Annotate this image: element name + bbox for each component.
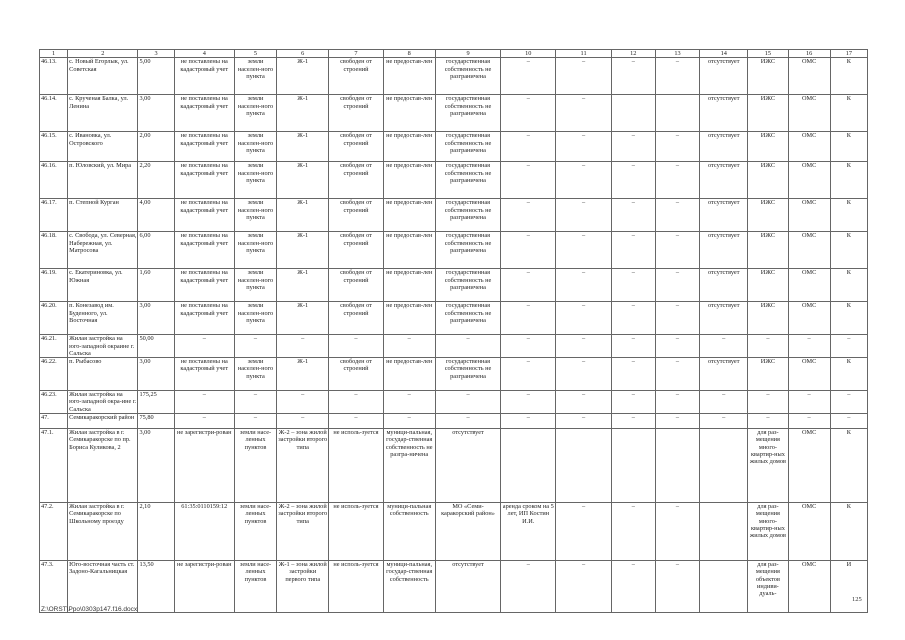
footer-file-path: Z:\ORST\Ppo\0303p147.f16.docx: [41, 606, 138, 613]
table-cell: –: [501, 414, 556, 429]
table-row: [40, 358, 868, 391]
table-cell: п. Юловский, ул. Мира: [68, 162, 138, 199]
table-cell: –: [174, 335, 234, 358]
table-cell: свободен от строений: [329, 58, 383, 95]
table-cell: п. Степной Курган: [68, 199, 138, 232]
column-header: 7: [329, 50, 383, 58]
table-cell: 6,00: [138, 232, 174, 269]
table-cell: [501, 429, 556, 503]
table-cell: Ж-1: [277, 358, 329, 391]
table-cell: отсутствует: [700, 199, 748, 232]
table-cell: [655, 95, 699, 132]
table-cell: –: [556, 391, 611, 414]
table-cell: –: [556, 503, 611, 561]
table-cell: муници-пальная собственность: [383, 503, 435, 561]
table-cell: п. Конезавод им. Буденного, ул. Восточная: [68, 302, 138, 335]
table-cell: Ж-1: [277, 269, 329, 302]
land-plots-table: [39, 49, 868, 613]
table-cell: К: [830, 95, 867, 132]
table-cell: не предостав-лен: [383, 269, 435, 302]
table-cell: Семикаракорский район: [68, 414, 138, 429]
table-cell: свободен от строений: [329, 95, 383, 132]
table-cell: земли населен-ного пункта: [234, 58, 276, 95]
table-cell: Ж-1: [277, 232, 329, 269]
table-cell: 50,00: [138, 335, 174, 358]
table-cell: –: [556, 199, 611, 232]
table-cell: –: [556, 132, 611, 162]
table-cell: не предостав-лен: [383, 358, 435, 391]
table-cell: Жилая застройка в г. Семикаракорске по пр. Бориса Куликова, 2: [68, 429, 138, 503]
table-cell: –: [329, 391, 383, 414]
table-cell: ИЖС: [748, 358, 788, 391]
table-cell: –: [655, 269, 699, 302]
table-cell: не исполь-зуется: [329, 561, 383, 613]
table-cell: –: [234, 391, 276, 414]
table-cell: –: [501, 95, 556, 132]
table-cell: отсутствует: [700, 58, 748, 95]
table-cell: К: [830, 58, 867, 95]
table-cell: земли насе-ленных пунктов: [234, 503, 276, 561]
table-cell: не поставлены на кадастровый учет: [174, 232, 234, 269]
table-cell: –: [611, 503, 655, 561]
table-cell: –: [556, 335, 611, 358]
table-cell: государственная собственность не разграничена: [435, 232, 500, 269]
table-cell: 2,10: [138, 503, 174, 561]
table-row: [40, 132, 868, 162]
table-cell: для раз-мещения много-квартир-ных жилых домов: [748, 503, 788, 561]
table-cell: [611, 429, 655, 503]
table-cell: 5,00: [138, 58, 174, 95]
table-cell: ИЖС: [748, 162, 788, 199]
table-cell: К: [830, 503, 867, 561]
table-cell: –: [174, 414, 234, 429]
table-cell: государственная собственность не разграничена: [435, 95, 500, 132]
table-cell: –: [277, 391, 329, 414]
table-row: [40, 232, 868, 269]
table-cell: Ж-1: [277, 95, 329, 132]
table-cell: земли насе-ленных пунктов: [234, 429, 276, 503]
table-cell: свободен от строений: [329, 358, 383, 391]
table-cell: И: [830, 561, 867, 613]
table-cell: не поставлены на кадастровый учет: [174, 58, 234, 95]
table-cell: отсутствует: [435, 429, 500, 503]
table-cell: свободен от строений: [329, 302, 383, 335]
column-header: 17: [830, 50, 867, 58]
column-header: 4: [174, 50, 234, 58]
column-header: 3: [138, 50, 174, 58]
table-cell: –: [700, 335, 748, 358]
table-row: [40, 335, 868, 358]
table-cell: Ж-1: [277, 302, 329, 335]
table-cell: 1,60: [138, 269, 174, 302]
table-cell: ОМС: [788, 232, 830, 269]
table-cell: государственная собственность не разграничена: [435, 302, 500, 335]
table-cell: –: [655, 391, 699, 414]
table-cell: 46.23.: [40, 391, 68, 414]
table-cell: аренда сроком на 5 лет, ИП Костин И.И.: [501, 503, 556, 561]
table-cell: 3,00: [138, 302, 174, 335]
table-cell: –: [501, 358, 556, 391]
table-cell: –: [655, 302, 699, 335]
table-cell: 2,00: [138, 132, 174, 162]
table-cell: –: [556, 358, 611, 391]
table-cell: свободен от строений: [329, 162, 383, 199]
table-cell: ИЖС: [748, 232, 788, 269]
table-cell: с. Ивановка, ул. Островского: [68, 132, 138, 162]
table-cell: К: [830, 358, 867, 391]
table-cell: –: [556, 232, 611, 269]
table-cell: К: [830, 269, 867, 302]
table-cell: –: [277, 335, 329, 358]
table-cell: государственная собственность не разграничена: [435, 269, 500, 302]
table-cell: –: [556, 58, 611, 95]
table-cell: 46.14.: [40, 95, 68, 132]
table-cell: –: [700, 391, 748, 414]
table-cell: 175,25: [138, 391, 174, 414]
table-cell: 46.19.: [40, 269, 68, 302]
table-cell: –: [501, 232, 556, 269]
table-cell: не поставлены на кадастровый учет: [174, 269, 234, 302]
table-cell: –: [611, 162, 655, 199]
table-cell: для раз-мещения много-квартир-ных жилых домов: [748, 429, 788, 503]
table-cell: с. Новый Егорлык, ул. Советская: [68, 58, 138, 95]
table-cell: [700, 561, 748, 613]
table-cell: 47.1.: [40, 429, 68, 503]
table-row: [40, 58, 868, 95]
table-cell: с. Екатериновка, ул. Южная: [68, 269, 138, 302]
table-cell: К: [830, 162, 867, 199]
table-row: [40, 162, 868, 199]
table-cell: для раз-мещения объектов индиви-дуаль-: [748, 561, 788, 613]
table-cell: земли населен-ного пункта: [234, 302, 276, 335]
table-cell: –: [655, 232, 699, 269]
table-cell: [655, 429, 699, 503]
table-cell: –: [501, 335, 556, 358]
table-cell: –: [556, 414, 611, 429]
table-cell: К: [830, 232, 867, 269]
table-cell: –: [383, 391, 435, 414]
table-cell: Жилая застройка в г. Семикаракорске по Школьному проезду: [68, 503, 138, 561]
table-cell: К: [830, 199, 867, 232]
table-cell: ИЖС: [748, 269, 788, 302]
table-cell: не поставлены на кадастровый учет: [174, 302, 234, 335]
column-header: 9: [435, 50, 500, 58]
table-row: [40, 561, 868, 613]
table-cell: ИЖС: [748, 302, 788, 335]
table-cell: Ж-1 – зона жилой застройки первого типа: [277, 561, 329, 613]
table-cell: земли населен-ного пункта: [234, 358, 276, 391]
table-cell: –: [748, 414, 788, 429]
table-cell: ИЖС: [748, 58, 788, 95]
table-cell: –: [655, 561, 699, 613]
table-cell: не поставлены на кадастровый учет: [174, 132, 234, 162]
table-cell: –: [556, 302, 611, 335]
table-cell: отсутствует: [700, 132, 748, 162]
table-cell: 3,00: [138, 429, 174, 503]
table-cell: ИЖС: [748, 199, 788, 232]
table-cell: ОМС: [788, 503, 830, 561]
table-cell: ОМС: [788, 95, 830, 132]
table-cell: –: [830, 335, 867, 358]
table-cell: не предостав-лен: [383, 132, 435, 162]
table-cell: К: [830, 132, 867, 162]
table-cell: не предостав-лен: [383, 95, 435, 132]
table-cell: свободен от строений: [329, 232, 383, 269]
table-cell: земли населен-ного пункта: [234, 162, 276, 199]
table-cell: [611, 95, 655, 132]
table-cell: 61:35:0110159:12: [174, 503, 234, 561]
table-cell: –: [748, 335, 788, 358]
table-cell: земли населен-ного пункта: [234, 232, 276, 269]
table-cell: свободен от строений: [329, 199, 383, 232]
table-row: [40, 269, 868, 302]
table-cell: 46.15.: [40, 132, 68, 162]
table-cell: не исполь-зуется: [329, 503, 383, 561]
table-cell: 3,00: [138, 95, 174, 132]
table-cell: Ж-2 – зона жилой застройки второго типа: [277, 429, 329, 503]
table-row: [40, 391, 868, 414]
table-cell: –: [174, 391, 234, 414]
table-cell: –: [788, 335, 830, 358]
column-header: 6: [277, 50, 329, 58]
table-cell: государственная собственность не разграничена: [435, 132, 500, 162]
table-cell: ОМС: [788, 561, 830, 613]
table-row: [40, 95, 868, 132]
table-cell: ОМС: [788, 58, 830, 95]
table-cell: ОМС: [788, 132, 830, 162]
table-cell: не зарегистри-рован: [174, 429, 234, 503]
table-cell: Ж-1: [277, 199, 329, 232]
table-cell: –: [611, 414, 655, 429]
table-cell: не поставлены на кадастровый учет: [174, 199, 234, 232]
table-cell: К: [830, 429, 867, 503]
table-cell: отсутствует: [700, 358, 748, 391]
page-number: 125: [852, 596, 862, 603]
table-cell: земли населен-ного пункта: [234, 132, 276, 162]
table-cell: отсутствует: [700, 302, 748, 335]
table-cell: –: [277, 414, 329, 429]
table-cell: –: [611, 232, 655, 269]
table-cell: –: [556, 269, 611, 302]
table-cell: –: [611, 132, 655, 162]
table-cell: земли населен-ного пункта: [234, 95, 276, 132]
table-cell: –: [501, 561, 556, 613]
table-cell: –: [501, 132, 556, 162]
table-row: [40, 503, 868, 561]
table-cell: ОМС: [788, 199, 830, 232]
table-cell: К: [830, 302, 867, 335]
table-cell: отсутствует: [435, 561, 500, 613]
table-cell: –: [501, 302, 556, 335]
table-cell: –: [611, 391, 655, 414]
table-row: [40, 302, 868, 335]
table-cell: 47.3.: [40, 561, 68, 613]
table-cell: –: [435, 391, 500, 414]
table-cell: не предостав-лен: [383, 199, 435, 232]
table-cell: –: [556, 561, 611, 613]
table-cell: государственная собственность не разграничена: [435, 199, 500, 232]
table-cell: –: [655, 335, 699, 358]
table-cell: –: [556, 162, 611, 199]
table-cell: –: [234, 335, 276, 358]
table-cell: –: [655, 199, 699, 232]
table-cell: п. Рыбасово: [68, 358, 138, 391]
table-cell: –: [611, 199, 655, 232]
table-cell: не предостав-лен: [383, 232, 435, 269]
table-cell: ИЖС: [748, 95, 788, 132]
table-cell: с. Крученая Балка, ул. Ленина: [68, 95, 138, 132]
table-cell: не поставлены на кадастровый учет: [174, 358, 234, 391]
table-cell: отсутствует: [700, 162, 748, 199]
table-cell: –: [383, 335, 435, 358]
table-cell: –: [655, 58, 699, 95]
table-cell: [556, 429, 611, 503]
table-cell: свободен от строений: [329, 132, 383, 162]
table-cell: 46.22.: [40, 358, 68, 391]
table-cell: 46.17.: [40, 199, 68, 232]
table-cell: муници-пальная, государ-ственная собственность не разгра-ничена: [383, 429, 435, 503]
table-cell: –: [234, 414, 276, 429]
table-cell: –: [611, 335, 655, 358]
table-cell: –: [501, 391, 556, 414]
table-row: [40, 199, 868, 232]
table-cell: отсутствует: [700, 269, 748, 302]
table-cell: –: [830, 391, 867, 414]
table-cell: 75,80: [138, 414, 174, 429]
table-cell: Ж-1: [277, 58, 329, 95]
table-cell: Юго-восточная часть ст. Задоно-Кагальницкая: [68, 561, 138, 613]
column-header: 2: [68, 50, 138, 58]
column-header: 12: [611, 50, 655, 58]
table-cell: не поставлены на кадастровый учет: [174, 95, 234, 132]
table-cell: –: [655, 132, 699, 162]
table-cell: –: [501, 269, 556, 302]
table-cell: государственная собственность не разграничена: [435, 358, 500, 391]
table-cell: –: [611, 302, 655, 335]
table-cell: 3,00: [138, 358, 174, 391]
table-cell: 46.16.: [40, 162, 68, 199]
table-cell: отсутствует: [700, 95, 748, 132]
table-cell: с. Свобода, ул. Северная, Набережная, ул. Матросова: [68, 232, 138, 269]
table-cell: –: [501, 58, 556, 95]
table-cell: –: [655, 358, 699, 391]
table-cell: –: [329, 335, 383, 358]
table-cell: не предостав-лен: [383, 162, 435, 199]
table-cell: –: [556, 95, 611, 132]
column-header: 14: [700, 50, 748, 58]
table-cell: ИЖС: [748, 132, 788, 162]
column-header: 5: [234, 50, 276, 58]
column-header: 13: [655, 50, 699, 58]
column-header: 1: [40, 50, 68, 58]
table-cell: –: [611, 58, 655, 95]
table-cell: [700, 503, 748, 561]
table-body: [40, 58, 868, 613]
table-cell: –: [435, 414, 500, 429]
table-cell: муници-пальная, государ-ственная собственность: [383, 561, 435, 613]
table-row: [40, 429, 868, 503]
table-cell: –: [501, 162, 556, 199]
table-cell: 47.: [40, 414, 68, 429]
table-cell: не исполь-зуется: [329, 429, 383, 503]
table-cell: свободен от строений: [329, 269, 383, 302]
table-cell: –: [611, 269, 655, 302]
table-cell: 46.20.: [40, 302, 68, 335]
column-header: 8: [383, 50, 435, 58]
table-cell: земли насе-ленных пунктов: [234, 561, 276, 613]
table-cell: не поставлены на кадастровый учет: [174, 162, 234, 199]
table-cell: не зарегистри-рован: [174, 561, 234, 613]
table-cell: государственная собственность не разграничена: [435, 58, 500, 95]
table-cell: ОМС: [788, 162, 830, 199]
table-cell: 46.18.: [40, 232, 68, 269]
table-cell: 46.13.: [40, 58, 68, 95]
table-header-row: [40, 50, 868, 58]
column-header: 15: [748, 50, 788, 58]
table-cell: –: [700, 414, 748, 429]
table-cell: государственная собственность не разграничена: [435, 162, 500, 199]
column-header: 11: [556, 50, 611, 58]
column-header: 10: [501, 50, 556, 58]
table-cell: МО «Семи-каракорский район»: [435, 503, 500, 561]
table-cell: Ж-1: [277, 132, 329, 162]
table-cell: ОМС: [788, 358, 830, 391]
table-cell: –: [788, 391, 830, 414]
table-cell: Жилая застройка на юго-западной окра-ине г. Сальска: [69, 391, 137, 413]
table-cell: [700, 429, 748, 503]
table-cell: –: [748, 391, 788, 414]
table-cell: Ж-2 – зона жилой застройки второго типа: [277, 503, 329, 561]
table-cell: –: [435, 335, 500, 358]
table-row: [40, 414, 868, 429]
table-cell: ОМС: [788, 429, 830, 503]
table-cell: отсутствует: [700, 232, 748, 269]
table-cell: –: [655, 414, 699, 429]
table-cell: –: [788, 414, 830, 429]
table-cell: не предостав-лен: [383, 302, 435, 335]
column-header: 16: [788, 50, 830, 58]
table-cell: 2,20: [138, 162, 174, 199]
table-cell: –: [655, 162, 699, 199]
table-cell: –: [501, 199, 556, 232]
table-cell: 13,50: [138, 561, 174, 613]
table-cell: земли населен-ного пункта: [234, 199, 276, 232]
table-cell: –: [830, 414, 867, 429]
table-cell: –: [383, 414, 435, 429]
table-cell: ОМС: [788, 269, 830, 302]
table-cell: земли населен-ного пункта: [234, 269, 276, 302]
table-cell: ОМС: [788, 302, 830, 335]
table-cell: –: [611, 358, 655, 391]
table-cell: 46.21.: [40, 335, 68, 358]
table-cell: не предостав-лен: [383, 58, 435, 95]
table-cell: 47.2.: [40, 503, 68, 561]
table-cell: 4,00: [138, 199, 174, 232]
table-cell: –: [611, 561, 655, 613]
table-cell: Жилая застройка на юго-западной окраине г. Сальска: [68, 335, 138, 358]
table-cell: Ж-1: [277, 162, 329, 199]
table-cell: –: [329, 414, 383, 429]
table-cell: –: [655, 503, 699, 561]
